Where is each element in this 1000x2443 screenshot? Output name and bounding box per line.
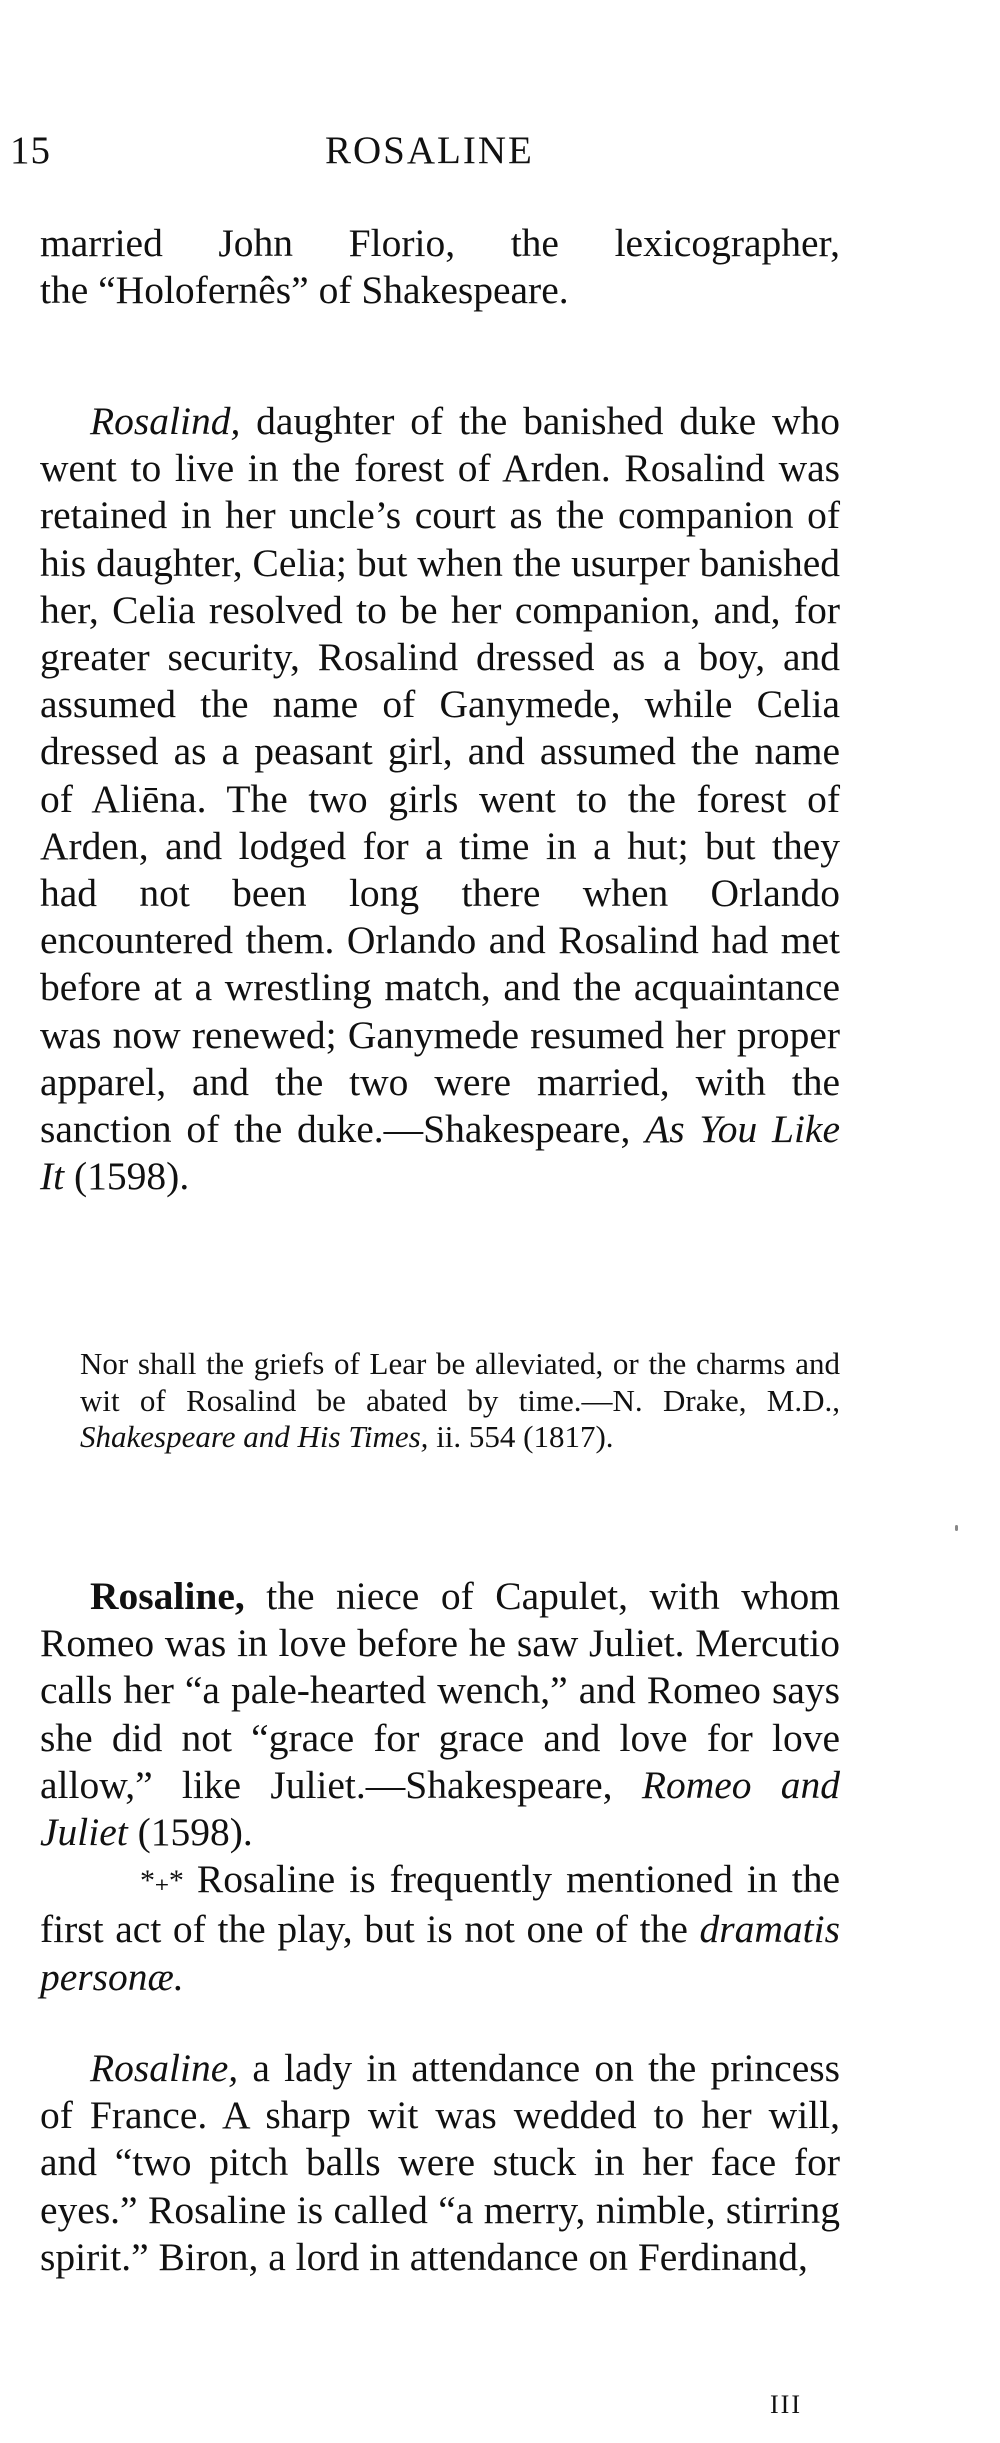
note-italic: dramatis personæ. [40,1907,840,1999]
work-date: (1598). [127,1810,253,1855]
continuation-line-1: married John Florio, the lexicographer, [40,221,840,265]
entry-headword: Rosaline, [90,2046,239,2090]
quotation-source-title: Shakespeare and His Times, [80,1419,429,1454]
quotation-block [80,1346,840,1456]
running-head: ROSALINE [325,129,534,172]
quotation-source-ref: ii. 554 (1817). [428,1419,614,1454]
quotation-text: Nor shall the griefs of Lear be alleviated, or the charms and wit of Rosalind be abated by time.—N. Drake, M.D., [80,1346,840,1418]
continuation-line-2: the “Holofernês” of Shakespeare. [40,268,569,313]
asterism-mark: *₊* [140,1864,183,1898]
page-number: 15 [10,129,51,172]
entry-headword: Rosaline, [90,1574,245,1618]
signature-mark: III [770,2390,802,2419]
entry-text: a lady in attendance on the princess of France. A sharp wit was wedded to her will, and “two pitch balls were stuck in her face for eyes.” Rosaline is called “a merry, nimble, stirring spirit.” Biron, a lord in attendance on Ferdinand, [40,2046,840,2279]
continuation-paragraph [40,220,840,314]
entry-headword: Rosalind, [90,399,241,443]
stray-ink-mark [955,1525,958,1531]
entry-rosaline-capulet [40,1573,840,2001]
work-title: Romeo and Juliet [40,1762,840,1855]
work-title: As You Like It [40,1107,840,1199]
note-text: Rosaline is frequently mentioned in the first act of the play, but is not one of the [40,1857,840,1952]
entry-text: the niece of Capulet, with whom Romeo was in love before he saw Juliet. Mercutio calls her “a pale-hearted wench,” and Romeo says she did not “grace for grace and love for love allow,” like Juliet.—Shakespeare, [40,1574,840,1807]
work-date: (1598). [64,1154,190,1199]
entry-rosaline-princess [40,2045,840,2281]
entry-text: daughter of the banished duke who went to live in the forest of Arden. Rosalind was retained in her uncle’s court as the companion of his daughter, Celia; but when the usurper banished her, Celia resolved to be her companion, and, for greater security, Rosalind dressed as a boy, and assumed the name of Ganymede, while Celia dressed as a peasant girl, and assumed the name of Aliēna. The two girls went to the forest of Arden, and lodged for a time in a hut; but they had not been long there when Orlando encountered them. Orlando and Rosalind had met before at a wrestling match, and the acquaintance was now renewed; Ganymede resumed her proper apparel, and the two were married, with the sanction of the duke.—Shakespeare, [40,399,840,1152]
entry-rosalind [40,398,840,1200]
page-header [0,128,1000,178]
